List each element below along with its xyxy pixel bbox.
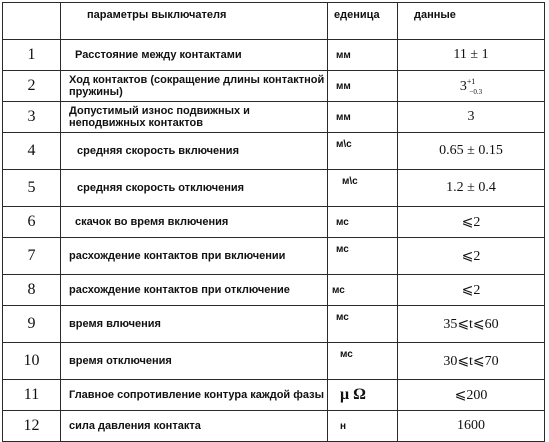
row-parameter: расхождение контактов при включении <box>61 238 328 275</box>
row-value: 3 <box>398 102 545 133</box>
row-number: 9 <box>3 306 61 343</box>
row-value: ⩽2 <box>398 238 545 275</box>
row-parameter: Главное сопротивление контура каждой фазы <box>61 380 328 411</box>
row-value: 1.2 ± 0.4 <box>398 170 545 207</box>
table-row <box>3 40 545 71</box>
row-value: ⩽2 <box>398 207 545 238</box>
row-unit: м\с <box>328 133 398 170</box>
row-value <box>398 71 545 102</box>
header-value: данные <box>398 3 545 40</box>
value-superscript: +1 <box>466 76 476 86</box>
row-number: 7 <box>3 238 61 275</box>
row-unit: мм <box>328 71 398 102</box>
row-unit: мм <box>328 102 398 133</box>
row-value: 11 ± 1 <box>398 40 545 71</box>
table-header-row <box>3 3 545 40</box>
table-row <box>3 170 545 207</box>
table-row <box>3 102 545 133</box>
row-unit: м\с <box>328 170 398 207</box>
row-number: 11 <box>3 380 61 411</box>
row-value: 35⩽t⩽60 <box>398 306 545 343</box>
table-row <box>3 411 545 442</box>
table-row <box>3 71 545 102</box>
table-row <box>3 343 545 380</box>
row-parameter: Допустимый износ подвижных и неподвижных контактов <box>61 102 328 133</box>
row-value: 30⩽t⩽70 <box>398 343 545 380</box>
header-parameter: параметры выключателя <box>61 3 328 40</box>
header-number-cell <box>3 3 61 40</box>
table-row <box>3 380 545 411</box>
row-unit: мс <box>328 238 398 275</box>
row-value: ⩽200 <box>398 380 545 411</box>
row-unit: мс <box>328 275 398 306</box>
row-unit: мс <box>328 306 398 343</box>
row-unit: н <box>328 411 398 442</box>
row-parameter: скачок во время включения <box>61 207 328 238</box>
row-parameter: время влючения <box>61 306 328 343</box>
row-parameter: расхождение контактов при отключение <box>61 275 328 306</box>
row-number: 10 <box>3 343 61 380</box>
row-number: 4 <box>3 133 61 170</box>
row-value: ⩽2 <box>398 275 545 306</box>
row-number: 6 <box>3 207 61 238</box>
row-value: 1600 <box>398 411 545 442</box>
header-unit: еденица <box>328 3 398 40</box>
row-parameter: время отключения <box>61 343 328 380</box>
row-parameter: сила давления контакта <box>61 411 328 442</box>
table-row <box>3 133 545 170</box>
row-unit: мс <box>328 343 398 380</box>
table-row <box>3 238 545 275</box>
table-row <box>3 207 545 238</box>
row-unit: мс <box>328 207 398 238</box>
row-unit: мм <box>328 40 398 71</box>
row-number: 8 <box>3 275 61 306</box>
row-number: 12 <box>3 411 61 442</box>
value-subscript: −0.3 <box>469 87 483 96</box>
row-number: 1 <box>3 40 61 71</box>
row-parameter: Ход контактов (сокращение длины контактной пружины) <box>61 71 328 102</box>
value-base: 3 <box>459 78 467 94</box>
switch-parameters-table <box>2 2 545 442</box>
row-parameter: средняя скорость отключения <box>61 170 328 207</box>
row-number: 2 <box>3 71 61 102</box>
row-parameter: средняя скорость включения <box>61 133 328 170</box>
row-number: 5 <box>3 170 61 207</box>
row-unit: μ Ω <box>328 380 398 411</box>
row-number: 3 <box>3 102 61 133</box>
table-row <box>3 275 545 306</box>
row-parameter: Расстояние между контактами <box>61 40 328 71</box>
table-row <box>3 306 545 343</box>
row-value: 0.65 ± 0.15 <box>398 133 545 170</box>
